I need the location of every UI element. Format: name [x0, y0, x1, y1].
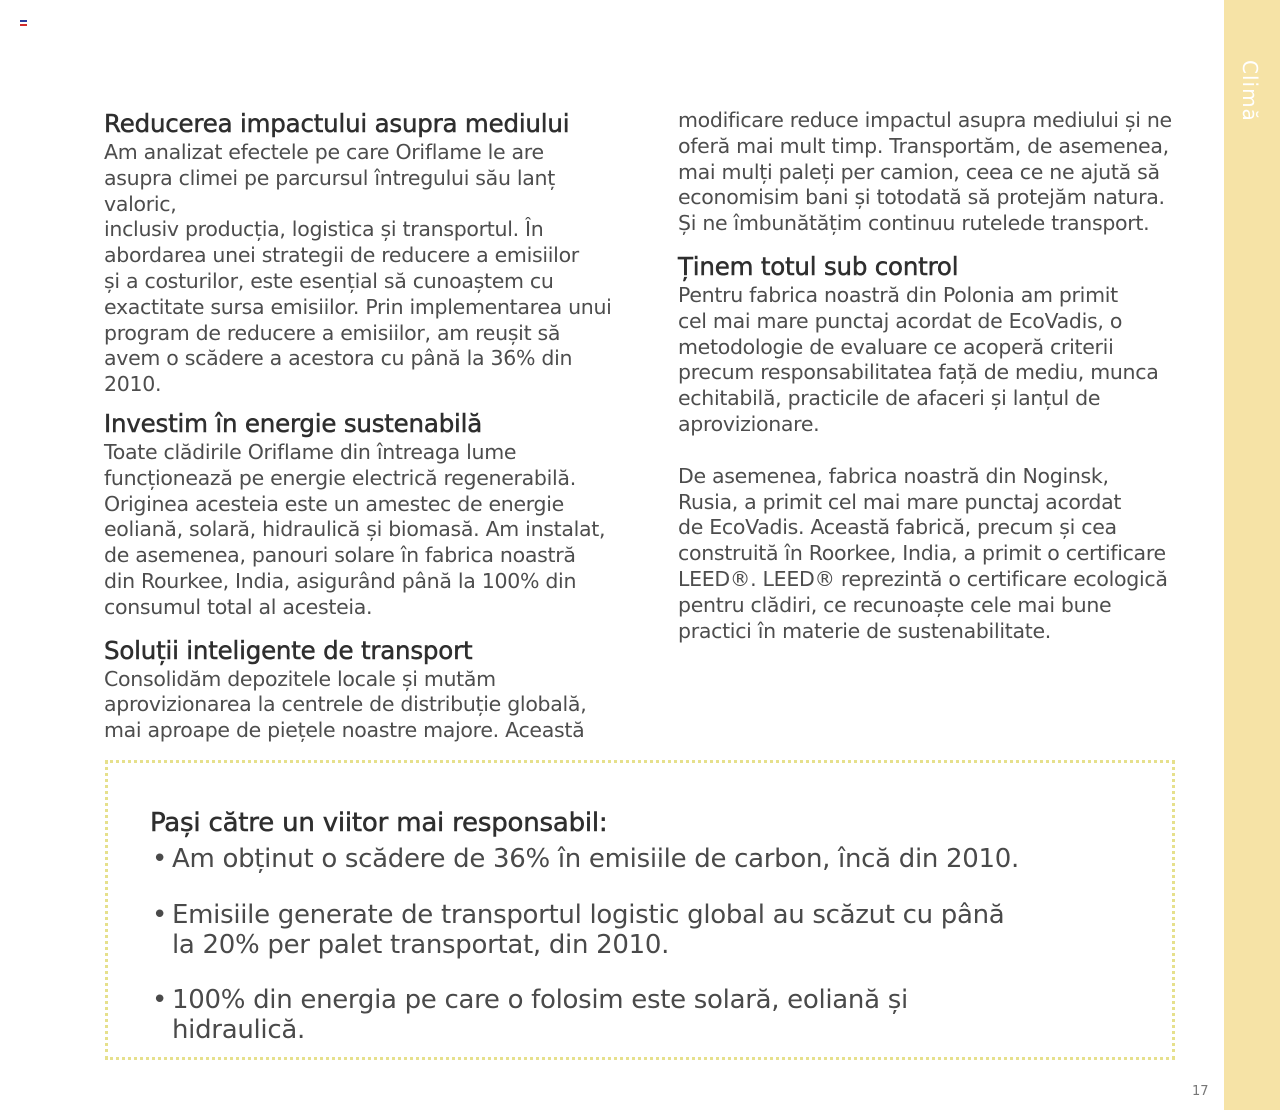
section-text: Consolidăm depozitele locale și mutăm aprovizionarea la centrele de distribuție globală, mai aproape de piețele noastre majore. Această — [104, 666, 587, 743]
section-heading: Reducerea impactului asupra mediului — [104, 109, 570, 138]
summary-bullet — [152, 900, 1032, 960]
bullet-text: Am obținut o scădere de 36% în emisiile de carbon, încă din 2010. — [172, 844, 1019, 874]
bullet-icon: • — [152, 900, 168, 930]
bullet-icon: • — [152, 985, 168, 1015]
section-heading: Soluții inteligente de transport — [104, 635, 473, 665]
summary-bullet — [152, 844, 1032, 874]
section-text: Toate clădirile Oriflame din întreaga lume funcționează pe energie electrică regenerabilă. Originea acesteia este un amestec de energie eoliană, solară, hidraulică și biomasă. Am instalat, de asemenea, panouri solare în fabrica noastră din Rourkee, India, asigurând până la 100% din consumul total al acesteia. — [104, 439, 606, 619]
section-heading: Investim în energie sustenabilă — [104, 408, 483, 438]
side-tab-label: Climă — [1238, 60, 1262, 122]
continuation-text: modificare reduce impactul asupra mediului și ne oferă mai mult timp. Transportăm, de asemenea, mai mulți paleți per camion, ceea ce ne ajută să economisim bani și totodată să protejăm natura. Și ne îmbunătățim continuu rutelede transport. — [678, 108, 1172, 236]
flag-icon — [20, 20, 27, 26]
bullet-text: Emisiile generate de transportul logistic global au scăzut cu până la 20% per palet transportat, din 2010. — [172, 900, 1005, 960]
summary-title: Pași către un viitor mai responsabil: — [150, 808, 608, 838]
bullet-icon: • — [152, 844, 168, 874]
summary-bullet — [152, 985, 1032, 1045]
flag-stripe-red — [20, 24, 27, 26]
left-column — [104, 108, 624, 744]
section-text: Pentru fabrica noastră din Polonia am primit cel mai mare punctaj acordat de EcoVadis, o metodologie de evaluare ce acoperă criterii precum responsabilitatea față de mediu, munca echitabilă, practicile de afaceri și lanțul de aprovizionare. — [678, 282, 1159, 436]
right-column — [678, 108, 1198, 644]
page-number: 17 — [1192, 1084, 1209, 1099]
side-tab — [1224, 0, 1280, 1110]
bullet-text: 100% din energia pe care o folosim este solară, eoliană și hidraulică. — [172, 985, 908, 1045]
section-text: De asemenea, fabrica noastră din Noginsk, Rusia, a primit cel mai mare punctaj acordat de EcoVadis. Această fabrică, precum și cea construită în Roorkee, India, a primit o certificare LEED®. LEED® reprezintă o certificare ecologică pentru clădiri, ce recunoaște cele mai bune practici în materie de sustenabilitate. — [678, 463, 1168, 643]
section-heading: Ținem totul sub control — [678, 251, 959, 281]
section-text: Am analizat efectele pe care Oriflame le are asupra climei pe parcursul întregului său lanț valoric, inclusiv producția, logistica și transportul. În abordarea unei strategii de reducere a emisiilor și a costurilor, este esențial să cunoaștem cu exactitate sursa emisiilor. Prin implementarea unui program de reducere a emisiilor, am reușit să avem o scădere a acestora cu până la 36% din 2010. — [104, 140, 612, 397]
